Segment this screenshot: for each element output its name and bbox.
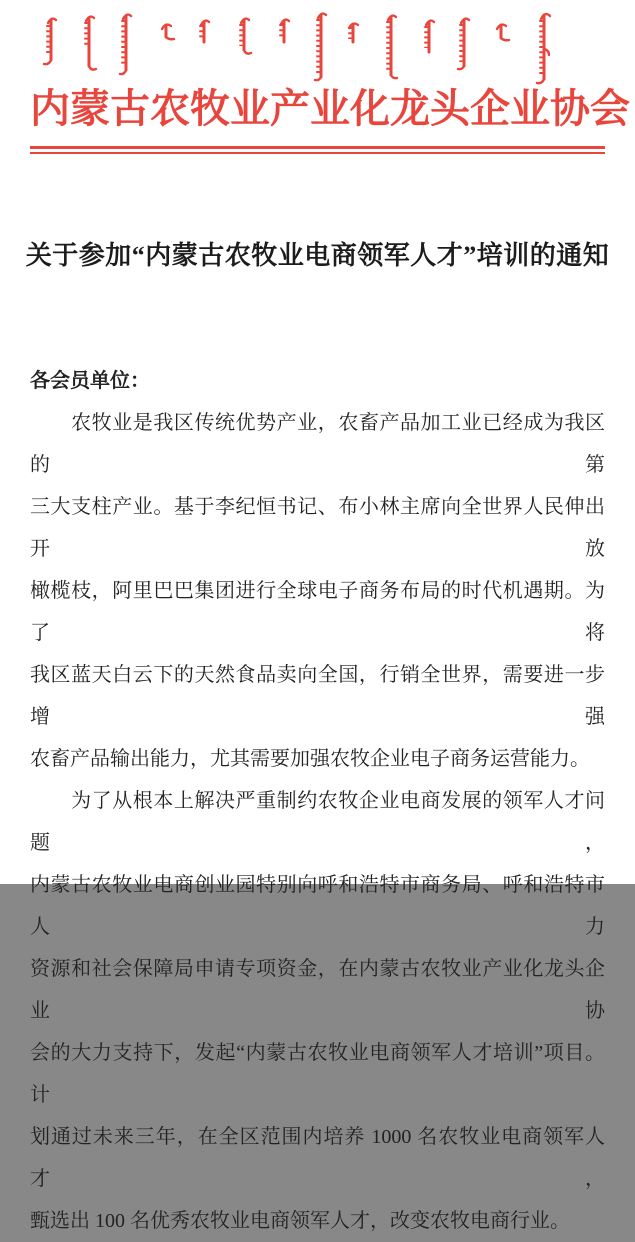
paragraph-line: 资源和社会保障局申请专项资金，在内蒙古农牧业产业化龙头企业协 — [30, 958, 605, 1022]
letterhead-divider-line — [30, 146, 605, 154]
document-body-paragraphs — [30, 402, 605, 1242]
mongolian-script-banner — [30, 8, 605, 80]
paragraph-line: 会的大力支持下，发起“内蒙古农牧业电商领军人才培训”项目。计 — [30, 1042, 605, 1106]
paragraph-line: 为了从根本上解决严重制约农牧企业电商发展的领军人才问题， — [30, 790, 605, 854]
notice-title: 关于参加“内蒙古农牧业电商领军人才”培训的通知 — [25, 241, 610, 270]
notice-body — [30, 360, 605, 1242]
salutation: 各会员单位： — [30, 370, 150, 392]
paragraph-line: 农畜产品输出能力，尤其需要加强农牧企业电子商务运营能力。 — [30, 748, 590, 770]
paragraph — [30, 780, 605, 1242]
paragraph-line: 内蒙古农牧业电商创业园特别向呼和浩特市商务局、呼和浩特市人力 — [30, 874, 605, 938]
paragraph-line: 划通过未来三年，在全区范围内培养 1000 名农牧业电商领军人才， — [30, 1126, 605, 1190]
paragraph-line: 三大支柱产业。基于李纪恒书记、布小林主席向全世界人民伸出开放 — [30, 496, 605, 560]
paragraph-line: 我区蓝天白云下的天然食品卖向全国，行销全世界，需要进一步增强 — [30, 664, 605, 728]
paragraph-line: 橄榄枝，阿里巴巴集团进行全球电子商务布局的时代机遇期。为了将 — [30, 580, 605, 644]
paragraph-line: 农牧业是我区传统优势产业，农畜产品加工业已经成为我区的第 — [30, 412, 605, 476]
letterhead — [0, 0, 635, 154]
organization-name: 内蒙古农牧业产业化龙头企业协会 — [30, 86, 630, 131]
paragraph-line: 甄选出 100 名优秀农牧业电商领军人才，改变农牧电商行业。 — [30, 1210, 570, 1232]
paragraph — [30, 402, 605, 780]
